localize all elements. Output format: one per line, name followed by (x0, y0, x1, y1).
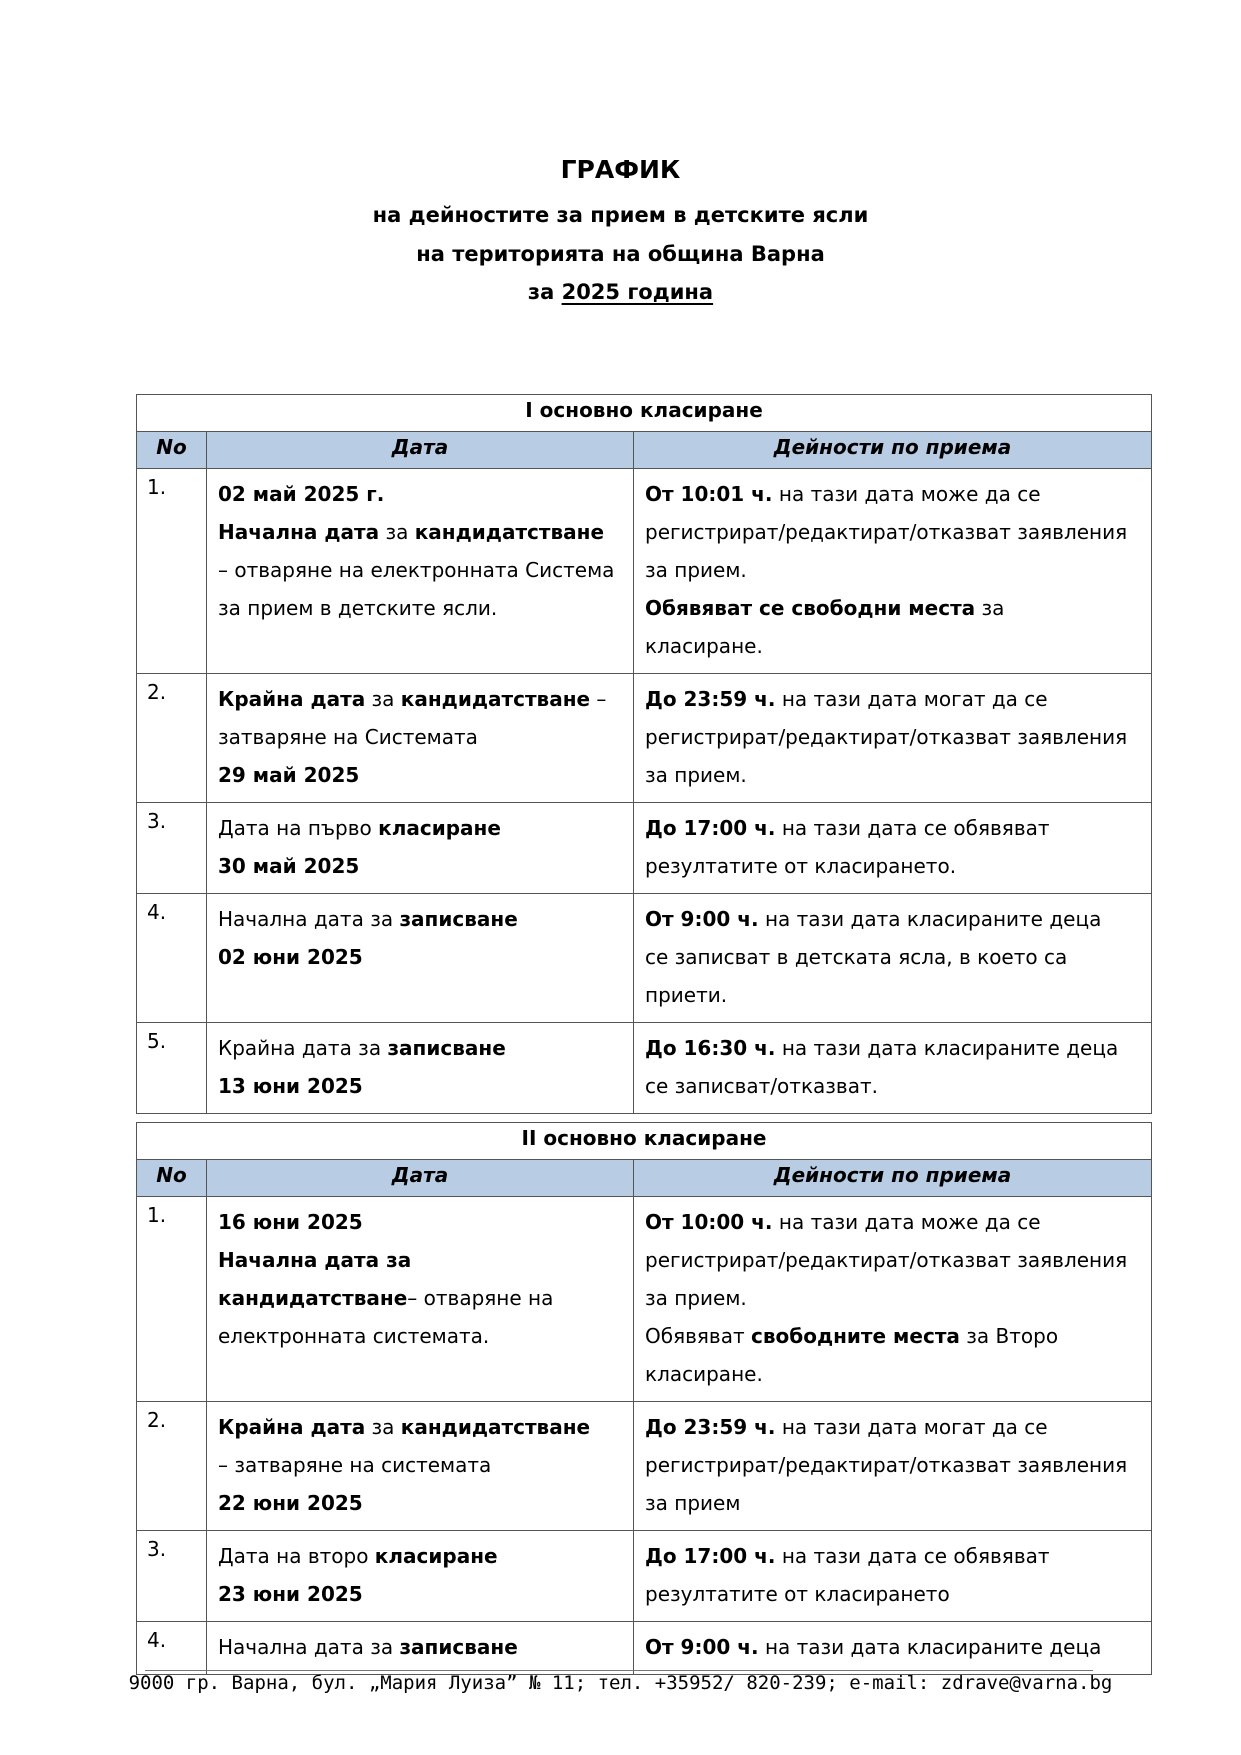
date-cell (207, 803, 634, 894)
activity-text: за прием (645, 1491, 741, 1515)
activity-text: за прием. (645, 1286, 747, 1310)
activity-text: До 17:00 ч. на тази дата се обявяват (645, 816, 1050, 840)
column-header-date: Дата (207, 432, 634, 469)
row-number: 2. (137, 674, 207, 803)
date-cell (207, 1402, 634, 1531)
table-row (137, 803, 1152, 894)
activity-text: От 10:01 ч. на тази дата може да се (645, 482, 1041, 506)
date-cell (207, 674, 634, 803)
date-text: – отваряне на електронната Система (218, 558, 615, 582)
activity-text: регистрират/редактират/отказват заявления (645, 520, 1128, 544)
date-text: 02 май 2025 г. (218, 482, 385, 506)
activity-text: регистрират/редактират/отказват заявления (645, 725, 1128, 749)
date-cell (207, 469, 634, 674)
activity-text: резултатите от класирането (645, 1582, 950, 1606)
table-row (137, 674, 1152, 803)
date-text: – затваряне на системата (218, 1453, 492, 1477)
row-number: 2. (137, 1402, 207, 1531)
activity-text: До 23:59 ч. на тази дата могат да се (645, 687, 1048, 711)
column-header-date: Дата (207, 1160, 634, 1197)
date-text: Крайна дата за кандидатстване (218, 1415, 591, 1439)
activity-cell (634, 469, 1152, 674)
activity-text: До 16:30 ч. на тази дата класираните деца (645, 1036, 1119, 1060)
date-text: Начална дата за кандидатстване (218, 520, 605, 544)
date-text: 23 юни 2025 (218, 1582, 363, 1606)
subtitle-line-2: на територията на община Варна (416, 242, 825, 266)
activity-cell (634, 1402, 1152, 1531)
document-title: ГРАФИК (560, 155, 681, 184)
footer-divider (145, 1670, 1093, 1671)
activity-text: регистрират/редактират/отказват заявления (645, 1453, 1128, 1477)
date-text: Начална дата за (218, 1248, 412, 1272)
date-text: 22 юни 2025 (218, 1491, 363, 1515)
column-header-activities: Дейности по приема (634, 1160, 1152, 1197)
activity-cell (634, 1197, 1152, 1402)
activity-text: Обявяват се свободни места за (645, 596, 1005, 620)
activity-cell (634, 1023, 1152, 1114)
table-row (137, 1531, 1152, 1622)
date-text: Начална дата за записване (218, 907, 518, 931)
table-row (137, 1622, 1152, 1675)
row-number: 3. (137, 1531, 207, 1622)
date-text: за прием в детските ясли. (218, 596, 498, 620)
subtitle-line-1: на дейностите за прием в детските ясли (372, 203, 869, 227)
date-cell (207, 1023, 634, 1114)
table-row (137, 1402, 1152, 1531)
schedule-table-1 (136, 394, 1152, 1114)
date-text: 29 май 2025 (218, 763, 360, 787)
subtitle-line-3 (0, 280, 1241, 304)
row-number: 4. (137, 1622, 207, 1675)
activity-text: От 10:00 ч. на тази дата може да се (645, 1210, 1041, 1234)
row-number: 1. (137, 1197, 207, 1402)
activity-text: приети. (645, 983, 728, 1007)
activity-text: класиране. (645, 634, 763, 658)
activity-text: резултатите от класирането. (645, 854, 957, 878)
column-header-no: No (137, 432, 207, 469)
date-text: Крайна дата за кандидатстване – (218, 687, 607, 711)
activity-text: за прием. (645, 763, 747, 787)
subtitle-year: 2025 година (561, 280, 714, 304)
activity-text: От 9:00 ч. на тази дата класираните деца (645, 907, 1102, 931)
row-number: 1. (137, 469, 207, 674)
activity-cell (634, 894, 1152, 1023)
activity-cell (634, 1531, 1152, 1622)
table-row (137, 469, 1152, 674)
table-row (137, 1023, 1152, 1114)
date-text: Дата на първо класиране (218, 816, 501, 840)
date-text: електронната системата. (218, 1324, 490, 1348)
activity-text: се записват/отказват. (645, 1074, 878, 1098)
date-text: кандидатстване– отваряне на (218, 1286, 554, 1310)
activity-text: регистрират/редактират/отказват заявления (645, 1248, 1128, 1272)
activity-text: Обявяват свободните места за Второ (645, 1324, 1059, 1348)
date-text: 30 май 2025 (218, 854, 360, 878)
date-text: 02 юни 2025 (218, 945, 363, 969)
subtitle-year-prefix: за (527, 280, 555, 304)
footer-contact: 9000 гр. Варна, бул. „Мария Луиза” № 11; тел. +35952/ 820-239; e-mail: zdrave@varna.bg (128, 1672, 1113, 1694)
activity-text: класиране. (645, 1362, 763, 1386)
column-header-activities: Дейности по приема (634, 432, 1152, 469)
activity-cell (634, 1622, 1152, 1675)
table-row (137, 894, 1152, 1023)
activity-text: за прием. (645, 558, 747, 582)
table-1-title: I основно класиране (137, 395, 1152, 432)
row-number: 3. (137, 803, 207, 894)
schedule-table-2 (136, 1122, 1152, 1675)
date-text: Начална дата за записване (218, 1635, 518, 1659)
column-header-no: No (137, 1160, 207, 1197)
date-text: 16 юни 2025 (218, 1210, 363, 1234)
date-text: Крайна дата за записване (218, 1036, 506, 1060)
activity-text: От 9:00 ч. на тази дата класираните деца (645, 1635, 1102, 1659)
date-cell (207, 1531, 634, 1622)
activity-text: До 23:59 ч. на тази дата могат да се (645, 1415, 1048, 1439)
activity-cell (634, 803, 1152, 894)
row-number: 4. (137, 894, 207, 1023)
date-text: Дата на второ класиране (218, 1544, 498, 1568)
date-cell (207, 1622, 634, 1675)
date-text: 13 юни 2025 (218, 1074, 363, 1098)
row-number: 5. (137, 1023, 207, 1114)
activity-text: До 17:00 ч. на тази дата се обявяват (645, 1544, 1050, 1568)
date-cell (207, 1197, 634, 1402)
table-2-title: II основно класиране (137, 1123, 1152, 1160)
date-text: затваряне на Системата (218, 725, 478, 749)
date-cell (207, 894, 634, 1023)
activity-cell (634, 674, 1152, 803)
activity-text: се записват в детската ясла, в което са (645, 945, 1068, 969)
table-row (137, 1197, 1152, 1402)
